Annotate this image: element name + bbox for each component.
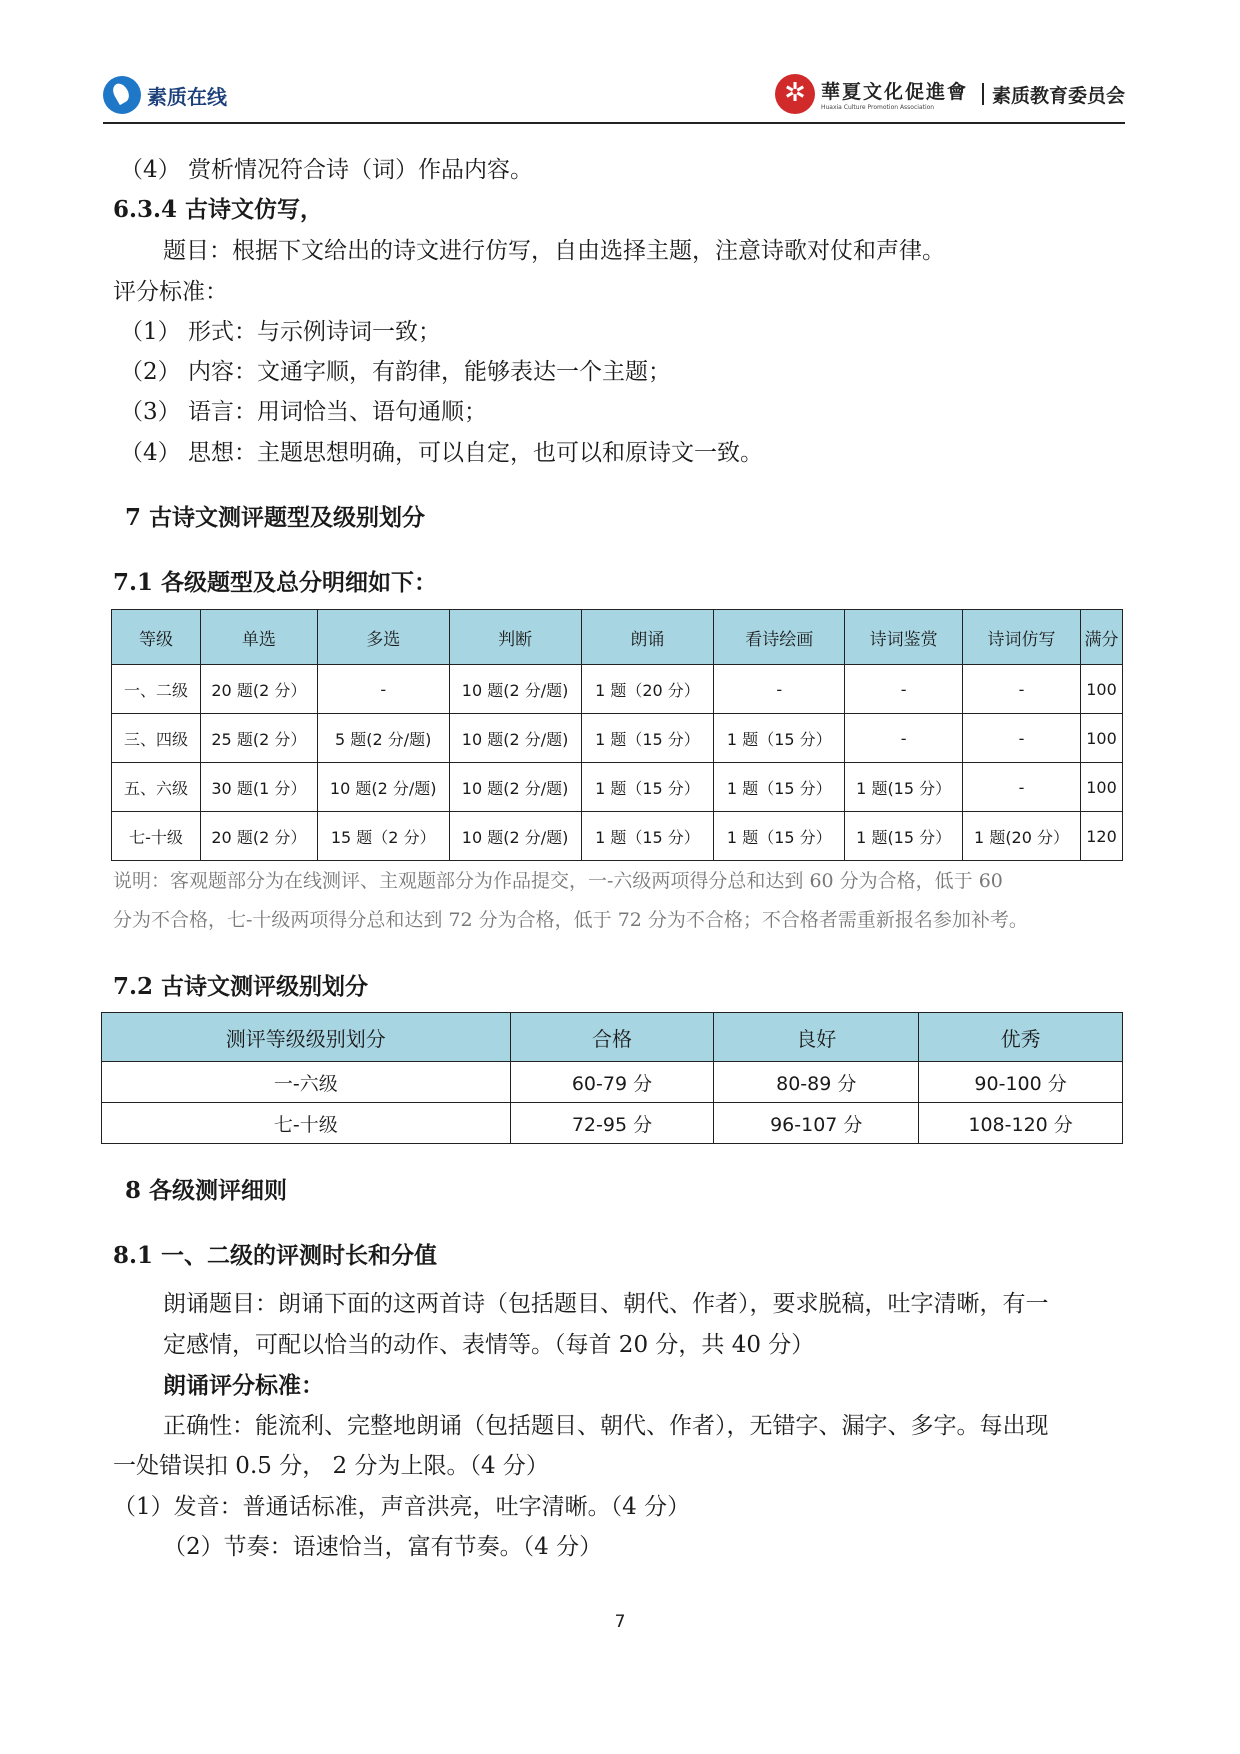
table-cell: 20 题(2 分） [200, 665, 317, 714]
left-logo-text: 素质在线 [147, 84, 227, 109]
accuracy-line-2: 一处错误扣 0.5 分， 2 分为上限。（4 分） [113, 1453, 549, 1479]
left-logo [103, 76, 227, 114]
table-cell: 20 题(2 分） [200, 812, 317, 861]
huaxia-seal-icon [775, 74, 815, 114]
table-cell: 15 题（2 分） [317, 812, 449, 861]
question-types-table [111, 609, 1123, 861]
rhythm-criterion: （2）节奏：语速恰当，富有节奏。（4 分） [163, 1534, 603, 1560]
table-cell: 三、四级 [112, 714, 201, 763]
table2-header-good: 良好 [714, 1013, 919, 1062]
table1-header-appreciation: 诗词鉴赏 [845, 610, 963, 665]
table-cell: 108-120 分 [919, 1103, 1123, 1144]
section-heading-7-2: 7.2 古诗文测评级别划分 [113, 973, 369, 1000]
table1-header-true-false: 判断 [449, 610, 581, 665]
table-cell: 10 题(2 分/题) [449, 665, 581, 714]
table-cell: 1 题（15 分） [581, 763, 714, 812]
table-cell: 10 题(2 分/题) [449, 812, 581, 861]
table-row [112, 665, 1123, 714]
table-cell: 80-89 分 [714, 1062, 919, 1103]
table-cell: 120 [1080, 812, 1122, 861]
table2-header-pass: 合格 [510, 1013, 714, 1062]
table-cell: 100 [1080, 763, 1122, 812]
table-cell: 30 题(1 分） [200, 763, 317, 812]
table-cell: - [714, 665, 845, 714]
table1-header-imitation: 诗词仿写 [963, 610, 1081, 665]
table1-header-level: 等级 [112, 610, 201, 665]
criteria-item-3: （3） 语言：用词恰当、语句通顺； [120, 399, 487, 425]
table-cell: 5 题(2 分/题) [317, 714, 449, 763]
table-row [112, 763, 1123, 812]
table-cell: 一-六级 [102, 1062, 511, 1103]
table-cell: - [845, 714, 963, 763]
section-heading-6-3-4: 6.3.4 古诗文仿写， [113, 196, 324, 223]
table2-header-excellent: 优秀 [919, 1013, 1123, 1062]
section-heading-7-1: 7.1 各级题型及总分明细如下： [113, 569, 438, 596]
table-cell: - [317, 665, 449, 714]
table-cell: 10 题(2 分/题) [317, 763, 449, 812]
table-cell: 1 题（15 分） [714, 812, 845, 861]
criteria-item-4: （4） 赏析情况符合诗（词）作品内容。 [120, 157, 533, 183]
table-cell: 72-95 分 [510, 1103, 714, 1144]
table-cell: 90-100 分 [919, 1062, 1123, 1103]
table2-header-row [102, 1013, 1123, 1062]
table-cell: 60-79 分 [510, 1062, 714, 1103]
table-cell: 25 题(2 分） [200, 714, 317, 763]
suzhi-online-logo-icon [103, 76, 141, 114]
table-cell: 1 题（20 分） [581, 665, 714, 714]
table1-header-poem-drawing: 看诗绘画 [714, 610, 845, 665]
table-cell: 1 题（15 分） [581, 714, 714, 763]
criteria-item-2: （2） 内容：文通字顺，有韵律，能够表达一个主题； [120, 359, 671, 385]
association-name-cn: 華夏文化促進會 [820, 81, 968, 103]
table-row [102, 1103, 1123, 1144]
recitation-task-line-1: 朗诵题目：朗诵下面的这两首诗（包括题目、朝代、作者），要求脱稿，吐字清晰，有一 [163, 1291, 1049, 1317]
header-separator [982, 83, 984, 105]
criteria-item-4b: （4） 思想：主题思想明确，可以自定，也可以和原诗文一致。 [120, 440, 763, 466]
table-cell: 一、二级 [112, 665, 201, 714]
table1-header-full-score: 满分 [1080, 610, 1122, 665]
table-cell: 1 题(15 分） [845, 812, 963, 861]
table-row [102, 1062, 1123, 1103]
association-name [821, 77, 968, 111]
table-row [112, 812, 1123, 861]
table-cell: 五、六级 [112, 763, 201, 812]
table-cell: 100 [1080, 665, 1122, 714]
table-cell: 1 题（15 分） [714, 714, 845, 763]
table-cell: 1 题（15 分） [714, 763, 845, 812]
table-cell: 1 题(15 分） [845, 763, 963, 812]
table-cell: 七-十级 [102, 1103, 511, 1144]
accuracy-line-1: 正确性：能流利、完整地朗诵（包括题目、朝代、作者），无错字、漏字、多字。每出现 [163, 1413, 1049, 1439]
section-heading-7: 7 古诗文测评题型及级别划分 [125, 504, 426, 531]
table-cell: 10 题(2 分/题) [449, 763, 581, 812]
table-cell: 100 [1080, 714, 1122, 763]
grade-levels-table [101, 1012, 1123, 1144]
task-description: 题目：根据下文给出的诗文进行仿写，自由选择主题，注意诗歌对仗和声律。 [163, 238, 945, 264]
table-cell: 10 题(2 分/题) [449, 714, 581, 763]
criteria-label: 评分标准： [113, 279, 228, 305]
table-cell: - [963, 714, 1081, 763]
criteria-item-1: （1） 形式：与示例诗词一致； [120, 319, 441, 345]
table-row [112, 714, 1123, 763]
section-heading-8-1: 8.1 一、二级的评测时长和分值 [113, 1242, 438, 1269]
table-cell: 七-十级 [112, 812, 201, 861]
pronunciation-criterion: （1）发音：普通话标准，声音洪亮，吐字清晰。（4 分） [113, 1494, 691, 1520]
table-cell: - [963, 665, 1081, 714]
page-number: 7 [614, 1612, 626, 1632]
table-cell: - [963, 763, 1081, 812]
table1-header-row [112, 610, 1123, 665]
page-header [103, 68, 1125, 124]
table2-header-level-division: 测评等级级别划分 [102, 1013, 511, 1062]
association-name-en: Huaxia Culture Promotion Association [820, 104, 935, 111]
table-note-line-2: 分为不合格，七-十级两项得分总和达到 72 分为合格，低于 72 分为不合格；不合格者需重新报名参加补考。 [113, 909, 1028, 931]
table1-header-single-choice: 单选 [200, 610, 317, 665]
table-cell: - [845, 665, 963, 714]
right-logo [775, 74, 1125, 114]
table-cell: 1 题(20 分） [963, 812, 1081, 861]
section-heading-8: 8 各级测评细则 [125, 1177, 288, 1204]
recitation-criteria-heading: 朗诵评分标准： [163, 1372, 324, 1399]
table-cell: 96-107 分 [714, 1103, 919, 1144]
table1-header-recitation: 朗诵 [581, 610, 714, 665]
table-cell: 1 题（15 分） [581, 812, 714, 861]
header-rule [103, 122, 1125, 124]
table1-header-multi-choice: 多选 [317, 610, 449, 665]
table-note-line-1: 说明：客观题部分为在线测评、主观题部分为作品提交，一-六级两项得分总和达到 60 分为合格，低于 60 [113, 870, 1003, 892]
committee-name: 素质教育委员会 [991, 84, 1125, 107]
recitation-task-line-2: 定感情，可配以恰当的动作、表情等。（每首 20 分，共 40 分） [163, 1332, 815, 1358]
